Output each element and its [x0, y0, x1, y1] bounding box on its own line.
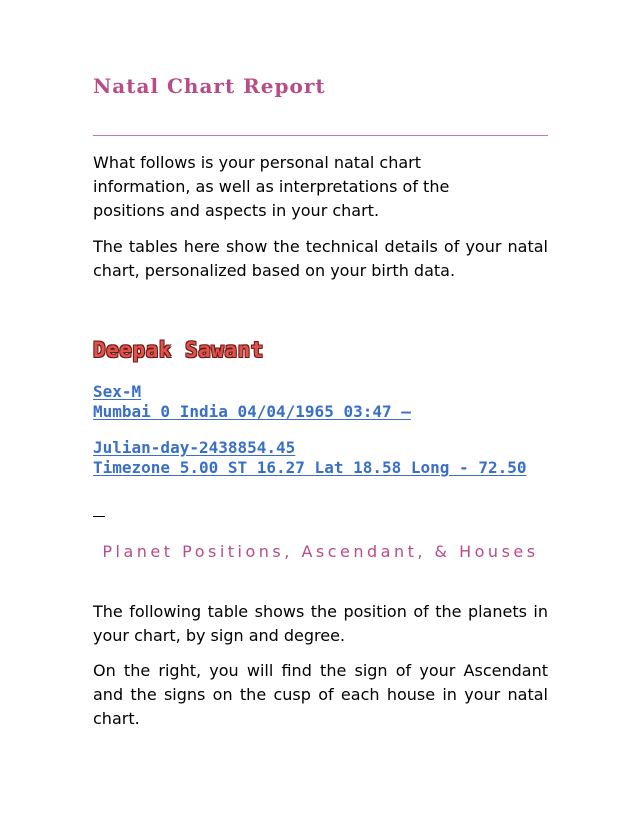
intro-paragraph-1: What follows is your personal natal chart information, as well as interpretations of the positions and aspects in your chart.	[93, 153, 450, 220]
sex-line: Sex-M	[93, 382, 142, 401]
title-divider	[93, 135, 548, 136]
section-paragraph-2: On the right, you will find the sign of your Ascendant and the signs on the cusp of each house in your natal chart.	[93, 661, 548, 728]
section-paragraph-1: The following table shows the position of the planets in your chart, by sign and degree.	[93, 602, 548, 645]
timezone-line: Timezone 5.00 ST 16.27 Lat 18.58 Long - 72.50	[93, 458, 527, 477]
report-title: Natal Chart Report	[93, 74, 326, 98]
section-heading: Planet Positions, Ascendant, & Houses	[102, 542, 539, 561]
person-name: Deepak Sawant	[93, 338, 264, 362]
intro-paragraph-2: The tables here show the technical details of your natal chart, personalized based on your birth data.	[93, 237, 548, 280]
underscore-mark	[93, 516, 105, 517]
place-date-line: Mumbai 0 India 04/04/1965 03:47 –	[93, 402, 411, 421]
julian-day-line: Julian-day-2438854.45	[93, 438, 296, 457]
